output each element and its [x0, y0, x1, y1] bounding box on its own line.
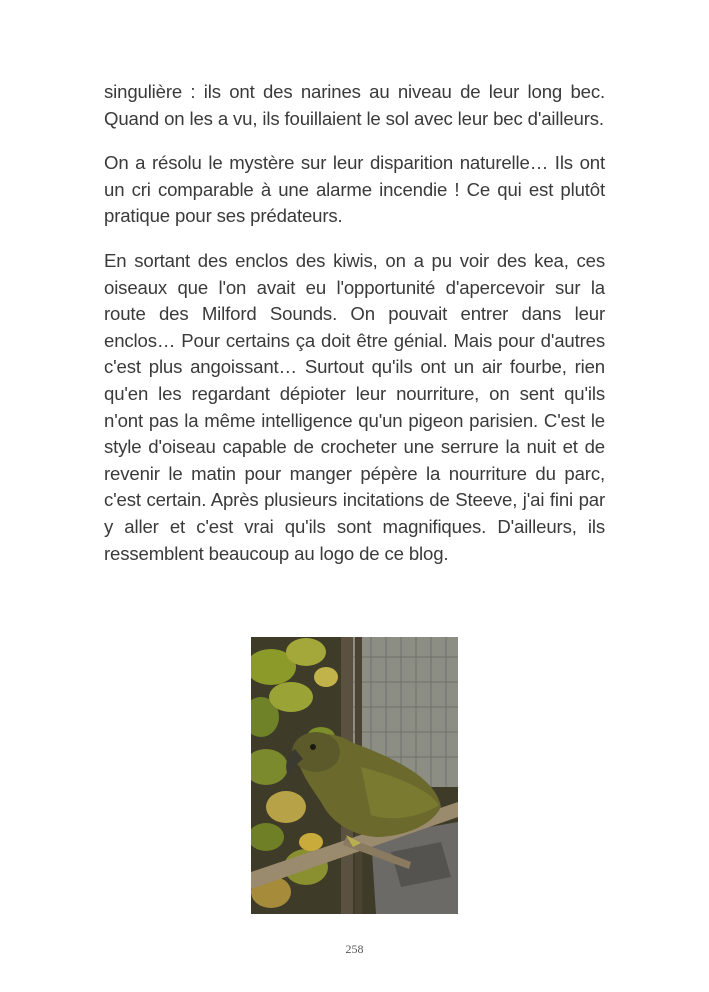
kea-photo — [251, 637, 458, 914]
paragraph-1: singulière : ils ont des narines au niveau de leur long bec. Quand on les a vu, ils fouillaient le sol avec leur bec d'ailleurs. — [104, 81, 605, 129]
page-body — [104, 79, 605, 585]
paragraph-2: On a résolu le mystère sur leur disparition naturelle… Ils ont un cri comparable à une alarme incendie ! Ce qui est plutôt pratique pour ses prédateurs. — [104, 152, 605, 227]
page-number: 258 — [345, 942, 364, 956]
paragraph-3: En sortant des enclos des kiwis, on a pu voir des kea, ces oiseaux que l'on avait eu l'opportunité d'apercevoir sur la route des Milford Sounds. On pouvait entrer dans leur enclos… Pour certains ça doit être génial. Mais pour d'autres c'est plus angoissant… Surtout qu'ils ont un air fourbe, rien qu'en les regardant dépioter leur nourriture, on sent qu'ils n'ont pas la même intelligence qu'un pigeon parisien. C'est le style d'oiseau capable de crocheter une serrure la nuit et de revenir le matin pour manger pépère la nourriture du parc, c'est certain. Après plusieurs incitations de Steeve, j'ai fini par y aller et c'est vrai qu'ils sont magnifiques. D'ailleurs, ils ressemblent beaucoup au logo de ce blog. — [104, 249, 605, 564]
